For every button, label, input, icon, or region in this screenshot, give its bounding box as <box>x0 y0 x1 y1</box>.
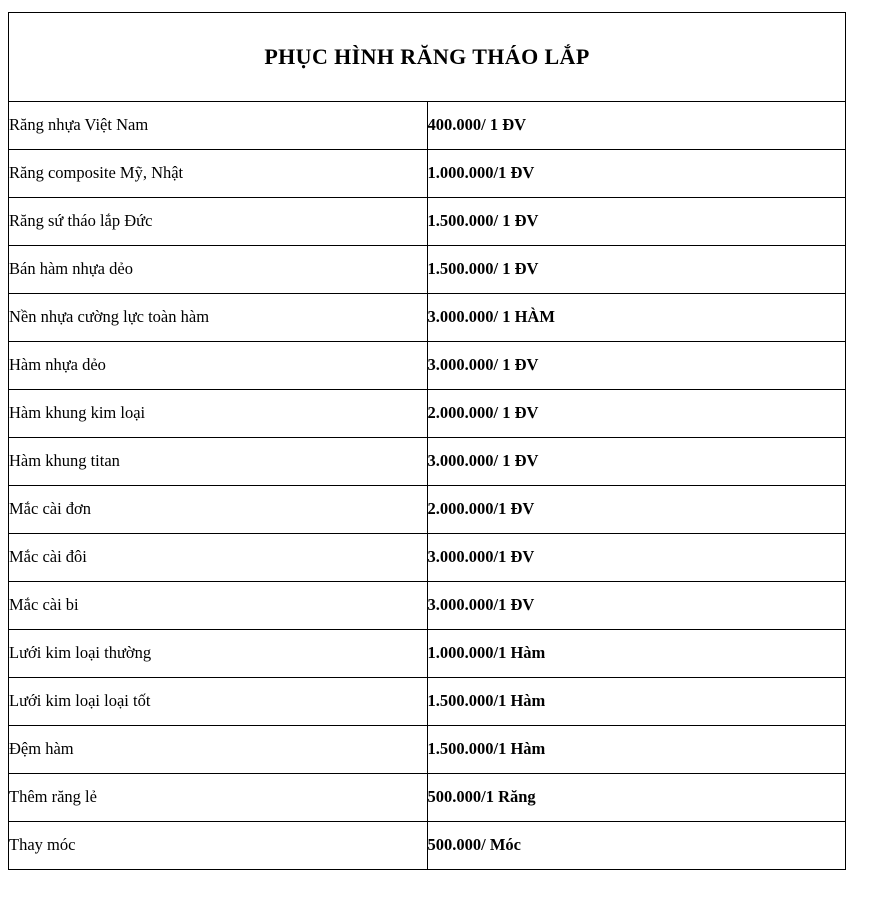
service-price: 2.000.000/1 ĐV <box>427 486 846 534</box>
service-name: Nền nhựa cường lực toàn hàm <box>9 294 428 342</box>
table-row <box>9 102 846 150</box>
service-name: Đệm hàm <box>9 726 428 774</box>
service-name: Thay móc <box>9 822 428 870</box>
table-row <box>9 294 846 342</box>
table-row <box>9 486 846 534</box>
service-price: 1.000.000/1 Hàm <box>427 630 846 678</box>
table-row <box>9 246 846 294</box>
table-row <box>9 198 846 246</box>
service-price: 1.500.000/ 1 ĐV <box>427 246 846 294</box>
service-name: Răng nhựa Việt Nam <box>9 102 428 150</box>
service-name: Bán hàm nhựa dẻo <box>9 246 428 294</box>
service-price: 2.000.000/ 1 ĐV <box>427 390 846 438</box>
service-price: 1.500.000/1 Hàm <box>427 678 846 726</box>
service-price: 1.000.000/1 ĐV <box>427 150 846 198</box>
service-price: 500.000/1 Răng <box>427 774 846 822</box>
table-row <box>9 726 846 774</box>
service-name: Mắc cài đơn <box>9 486 428 534</box>
service-price: 3.000.000/ 1 HÀM <box>427 294 846 342</box>
service-price: 3.000.000/1 ĐV <box>427 534 846 582</box>
price-table-body <box>9 13 846 870</box>
service-name: Mắc cài bi <box>9 582 428 630</box>
table-row <box>9 438 846 486</box>
service-price: 1.500.000/1 Hàm <box>427 726 846 774</box>
service-price: 500.000/ Móc <box>427 822 846 870</box>
service-price: 400.000/ 1 ĐV <box>427 102 846 150</box>
table-row <box>9 150 846 198</box>
service-name: Răng sứ tháo lắp Đức <box>9 198 428 246</box>
table-row <box>9 342 846 390</box>
price-table <box>8 12 846 870</box>
service-price: 3.000.000/1 ĐV <box>427 582 846 630</box>
table-row <box>9 390 846 438</box>
service-name: Hàm khung titan <box>9 438 428 486</box>
service-price: 3.000.000/ 1 ĐV <box>427 438 846 486</box>
service-name: Hàm nhựa dẻo <box>9 342 428 390</box>
service-name: Lưới kim loại loại tốt <box>9 678 428 726</box>
table-row <box>9 630 846 678</box>
page-title: PHỤC HÌNH RĂNG THÁO LẮP <box>9 13 846 102</box>
table-title-row <box>9 13 846 102</box>
table-row <box>9 774 846 822</box>
table-row <box>9 822 846 870</box>
service-name: Mắc cài đôi <box>9 534 428 582</box>
service-name: Răng composite Mỹ, Nhật <box>9 150 428 198</box>
table-row <box>9 678 846 726</box>
table-row <box>9 582 846 630</box>
table-row <box>9 534 846 582</box>
service-name: Thêm răng lẻ <box>9 774 428 822</box>
service-price: 1.500.000/ 1 ĐV <box>427 198 846 246</box>
service-name: Lưới kim loại thường <box>9 630 428 678</box>
service-name: Hàm khung kim loại <box>9 390 428 438</box>
service-price: 3.000.000/ 1 ĐV <box>427 342 846 390</box>
